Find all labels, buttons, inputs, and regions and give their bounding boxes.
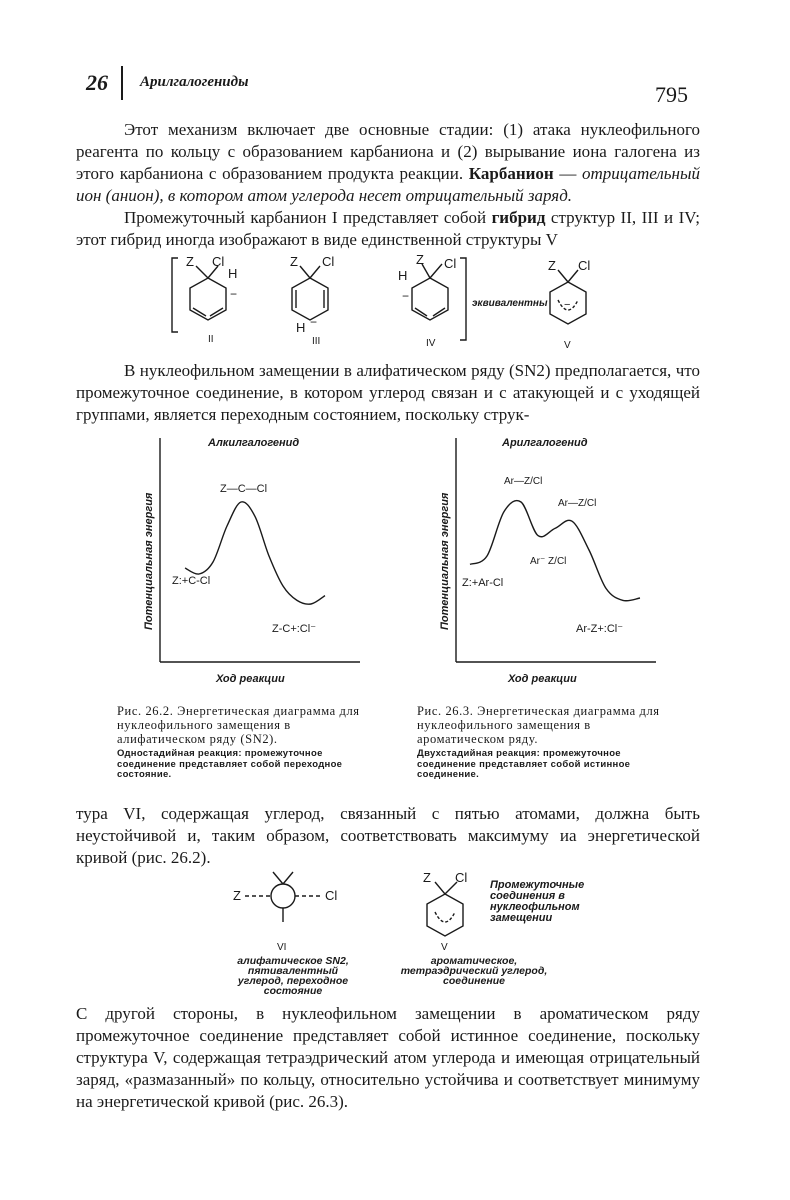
label-vi: VI (277, 942, 287, 953)
chart2-annot-products: Ar-Z+:Cl⁻ (576, 623, 624, 635)
chart1-annot-ts: Z—C—Cl (220, 483, 268, 495)
iii-cl: Cl (322, 254, 335, 269)
ii-z: Z (186, 254, 194, 269)
chapter-number: 26 (86, 70, 108, 95)
figure-26-2-caption: Рис. 26.2. Энергетическая диаграмма для нуклеофильного замещения в алифатическом ряду (SN2). (117, 704, 360, 746)
ii-h: H (228, 266, 238, 281)
paragraph-4 (76, 803, 700, 869)
vi-z: Z (233, 888, 241, 903)
chapter-title: Арилгалогениды (140, 74, 249, 90)
equivalent-label: эквивалентны (472, 298, 548, 309)
para4-text: тура VI, содержащая углерод, связанный с пятью атомами, должна быть неустойчивой и, таким образом, соответствовать максимуму иа энергетической кривой (рис. 26.2). (76, 804, 700, 867)
vi-cl: Cl (325, 888, 338, 903)
para2-text-b: структур II, III и IV; этот гибрид иногда изображают в виде единственной структуры V (76, 208, 700, 249)
para5-text: С другой стороны, в нуклеофильном замещении в ароматическом ряду промежуточное соединение представляет собой истинное соединение, поскольку структура V, содержащая тетраэдрический атом углерода и имеющая отрицательный заряд, «размазанный» по кольцу, относительно устойчива и соответствует минимуму на энергетической кривой (рис. 26.3). (76, 1004, 700, 1111)
structure-ii (186, 254, 237, 345)
structure-vi (233, 872, 337, 953)
para1-dash: — (553, 164, 583, 183)
iii-z: Z (290, 254, 298, 269)
chart1-annot-products: Z-C+:Cl⁻ (272, 623, 316, 635)
term-hybrid: гибрид (491, 208, 546, 227)
chart1-annot-reactants: Z:+C-Cl (172, 575, 211, 587)
label-iv: IV (426, 338, 436, 349)
figure-26-3-caption: Рис. 26.3. Энергетическая диаграмма для нуклеофильного замещения в ароматическом ряду. (417, 704, 660, 746)
carbanion-definition: отрицательный ион (анион), в котором атом углерода несет отрицательный заряд. (76, 164, 700, 205)
chart-alkyl (143, 437, 360, 685)
figure-26-2-caption-block (117, 704, 375, 781)
term-carbanion: Карбанион (468, 164, 554, 183)
iii-h: H (296, 320, 306, 335)
right-bracket (460, 258, 466, 340)
chart2-xlabel: Ход реакции (508, 673, 577, 685)
chart1-ylabel: Потенциальная энергия (143, 492, 155, 630)
figure-26-3-caption-block (417, 704, 675, 781)
ii-cl: Cl (212, 254, 225, 269)
chart2-title: Арилгалогенид (502, 437, 588, 449)
label-v: V (564, 340, 571, 350)
chart1-curve (185, 502, 325, 604)
intermediates-label: Промежуточные соединения в нуклеофильном замещении (490, 879, 585, 924)
structure-iii (290, 254, 334, 347)
structure-iv (398, 252, 456, 349)
v-z: Z (548, 258, 556, 273)
paragraph-1 (76, 119, 700, 251)
label-ii: II (208, 334, 214, 345)
chart2-annot-ts2: Ar—Z/Cl (558, 498, 597, 509)
figure-26-3-note: Двухстадийная реакция: промежуточное соединение представляет собой истинное соединение. (417, 748, 631, 780)
iv-charge: − (402, 289, 410, 303)
label-v-2: V (441, 942, 448, 953)
iv-h: H (398, 268, 408, 283)
header-divider (121, 66, 123, 100)
chart2-annot-reactants: Z:+Ar-Cl (462, 577, 504, 589)
chart1-xlabel: Ход реакции (216, 673, 285, 685)
v2-z: Z (423, 870, 431, 885)
label-iii: III (312, 336, 321, 347)
chart-aryl (439, 437, 656, 685)
chart2-annot-ts1: Ar—Z/Cl (504, 476, 543, 487)
v-charge: − (564, 299, 571, 311)
v2-cl: Cl (455, 870, 468, 885)
structures-ii-v (160, 250, 630, 350)
chart1-title: Алкилгалогенид (208, 437, 300, 449)
paragraph-5 (76, 1003, 700, 1113)
structure-v (548, 258, 590, 350)
chart2-ylabel: Потенциальная энергия (439, 492, 451, 630)
page-number: 795 (655, 82, 688, 107)
para1-text: Этот механизм включает две основные стадии: (1) атака нуклеофильного реагента по кольцу с образованием карбаниона и (2) вырывание иона галогена из этого карбаниона с образованием продукта реакции. (76, 120, 700, 183)
para2-text-a: Промежуточный карбанион I представляет собой (124, 208, 492, 227)
energy-diagrams (130, 430, 690, 690)
ii-charge: − (230, 287, 238, 301)
v-caption: ароматическое, тетраэдрический углерод, соединение (400, 955, 548, 987)
chart2-annot-intermediate: Ar⁻ Z/Cl (530, 556, 567, 567)
iv-z: Z (416, 252, 424, 267)
v-cl: Cl (578, 258, 591, 273)
paragraph-3 (76, 360, 700, 426)
para3-text: В нуклеофильном замещении в алифатическом ряду (SN2) предполагается, что промежуточное соединение, в котором углерод связан и с атакующей и с уходящей группами, является переходным состоянием, поскольку струк- (76, 361, 700, 424)
iii-charge: − (310, 315, 318, 329)
left-bracket (172, 258, 178, 332)
vi-caption: алифатическое SN2, пятивалентный углерод, переходное состояние (237, 955, 349, 997)
structure-v-2 (423, 870, 467, 953)
iv-cl: Cl (444, 256, 457, 271)
figure-26-2-note: Одностадийная реакция: промежуточное соединение представляет собой переходное состояние. (117, 748, 343, 780)
